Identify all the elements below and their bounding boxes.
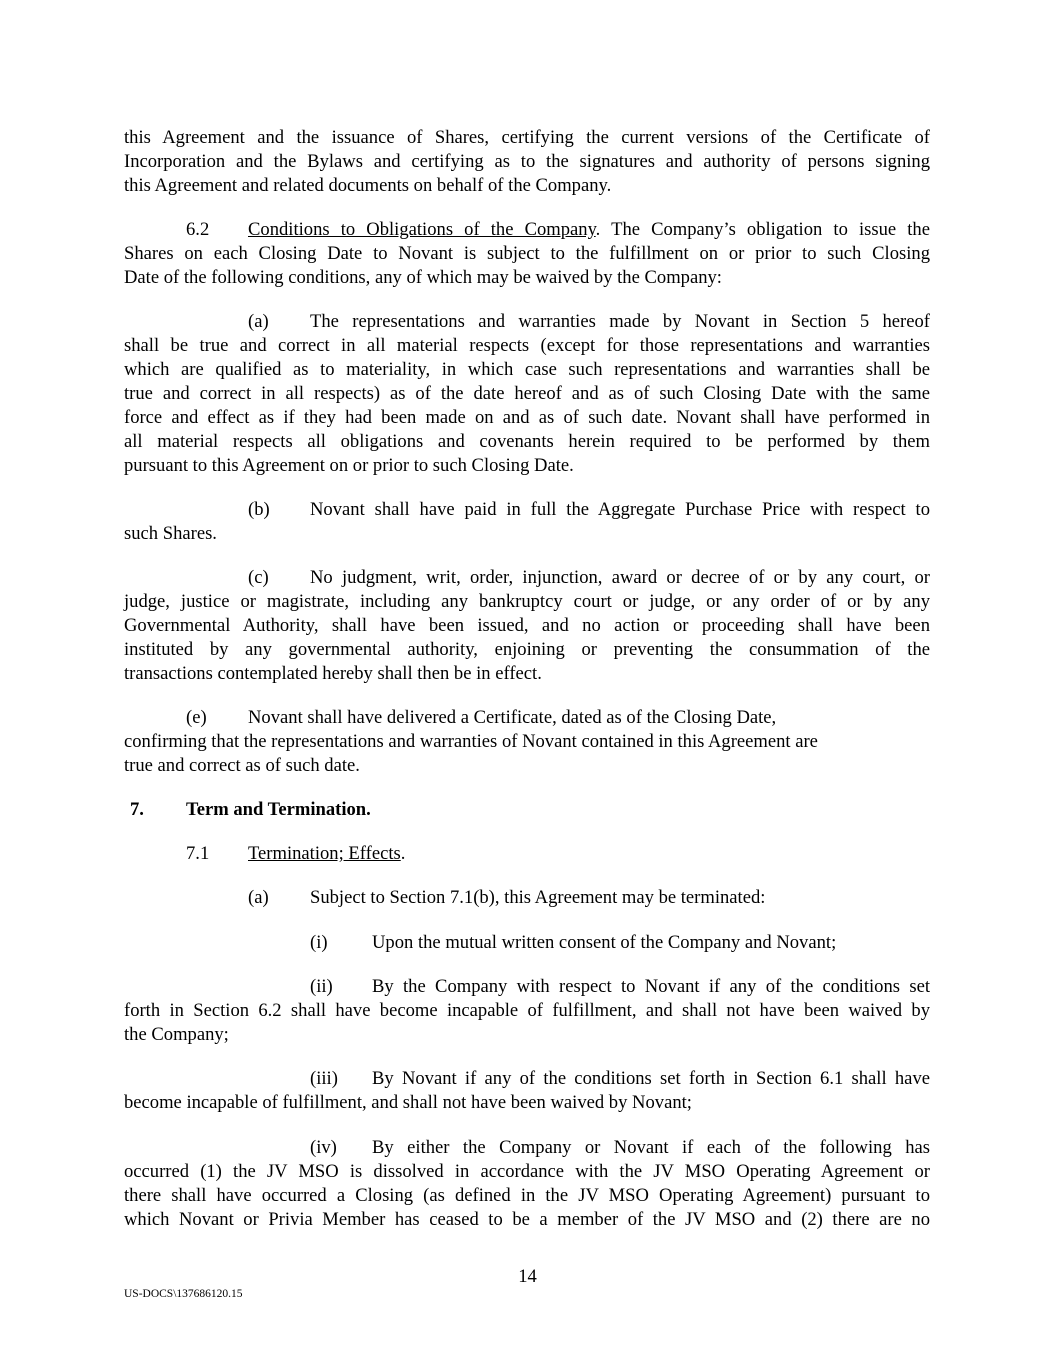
section-heading: Conditions to Obligations of the Company	[248, 219, 596, 240]
text-line: judge, justice or magistrate, including any bankruptcy court or judge, or any order of or by any	[124, 591, 930, 612]
text-line: such Shares.	[124, 523, 217, 544]
section-number: 7.1	[186, 843, 210, 864]
text-line: this Agreement and related documents on behalf of the Company.	[124, 175, 612, 196]
text-run: . The Company’s obligation to issue the	[595, 219, 930, 240]
text-line: Subject to Section 7.1(b), this Agreement may be terminated:	[310, 887, 766, 908]
text-line: forth in Section 6.2 shall have become incapable of fulfillment, and shall not have been waived by	[124, 1000, 930, 1021]
section-heading-line	[248, 842, 648, 866]
section-number: 6.2	[186, 219, 210, 240]
text-line: this Agreement and the issuance of Shares, certifying the current versions of the Certificate of	[124, 127, 930, 148]
text-line: Incorporation and the Bylaws and certifying as to the signatures and authority of persons signing	[124, 151, 930, 172]
item-label: (e)	[186, 707, 207, 728]
text-line: transactions contemplated hereby shall then be in effect.	[124, 663, 542, 684]
text-line: Novant shall have paid in full the Aggregate Purchase Price with respect to	[310, 499, 930, 520]
section-heading: Termination; Effects	[248, 843, 401, 864]
item-label: (a)	[248, 887, 269, 908]
text-line: true and correct as of such date.	[124, 755, 360, 776]
text-line: the Company;	[124, 1024, 229, 1045]
text-line: The representations and warranties made by Novant in Section 5 hereof	[310, 311, 930, 332]
text-line: which Novant or Privia Member has ceased to be a member of the JV MSO and (2) there are no	[124, 1209, 930, 1230]
item-label: (a)	[248, 311, 269, 332]
text-line: all material respects all obligations and covenants herein required to be performed by them	[124, 431, 930, 452]
section-number: 7.	[130, 799, 144, 820]
section-title: Term and Termination.	[186, 799, 371, 820]
item-label: (iii)	[310, 1068, 338, 1089]
item-label: (c)	[248, 567, 269, 588]
text-line: true and correct in all respects) as of the date hereof and as of such Closing Date with the same	[124, 383, 930, 404]
text-line: Date of the following conditions, any of which may be waived by the Company:	[124, 267, 722, 288]
text-line: No judgment, writ, order, injunction, award or decree of or by any court, or	[310, 567, 930, 588]
text-line: Novant shall have delivered a Certificate, dated as of the Closing Date,	[248, 707, 777, 728]
document-id: US-DOCS\137686120.15	[124, 1288, 243, 1300]
text-line: confirming that the representations and warranties of Novant contained in this Agreement are	[124, 731, 818, 752]
page-number: 14	[518, 1266, 537, 1287]
text-line: which are qualified as to materiality, in which case such representations and warranties shall be	[124, 359, 930, 380]
text-line: By Novant if any of the conditions set forth in Section 6.1 shall have	[372, 1068, 930, 1089]
text-line: force and effect as if they had been made on and as of such date. Novant shall have performed in	[124, 407, 930, 428]
text-line: become incapable of fulfillment, and shall not have been waived by Novant;	[124, 1092, 692, 1113]
section-6-2-line-1	[124, 218, 930, 242]
text-line: By either the Company or Novant if each of the following has	[372, 1137, 930, 1158]
text-line: shall be true and correct in all material respects (except for those representations and warranties	[124, 335, 930, 356]
text-line: Shares on each Closing Date to Novant is subject to the fulfillment on or prior to such Closing	[124, 243, 930, 264]
text-line: instituted by any governmental authority, enjoining or preventing the consummation of the	[124, 639, 930, 660]
text-line: Upon the mutual written consent of the Company and Novant;	[372, 932, 837, 953]
item-label: (iv)	[310, 1137, 337, 1158]
text-line: By the Company with respect to Novant if any of the conditions set	[372, 976, 930, 997]
text-line: occurred (1) the JV MSO is dissolved in accordance with the JV MSO Operating Agreement or	[124, 1161, 930, 1182]
item-label: (b)	[248, 499, 270, 520]
item-label: (i)	[310, 932, 328, 953]
text-line: pursuant to this Agreement on or prior to such Closing Date.	[124, 455, 574, 476]
text-line: Governmental Authority, shall have been issued, and no action or proceeding shall have been	[124, 615, 930, 636]
item-label: (ii)	[310, 976, 333, 997]
text-run: .	[400, 843, 406, 864]
text-line: there shall have occurred a Closing (as defined in the JV MSO Operating Agreement) pursuant to	[124, 1185, 930, 1206]
